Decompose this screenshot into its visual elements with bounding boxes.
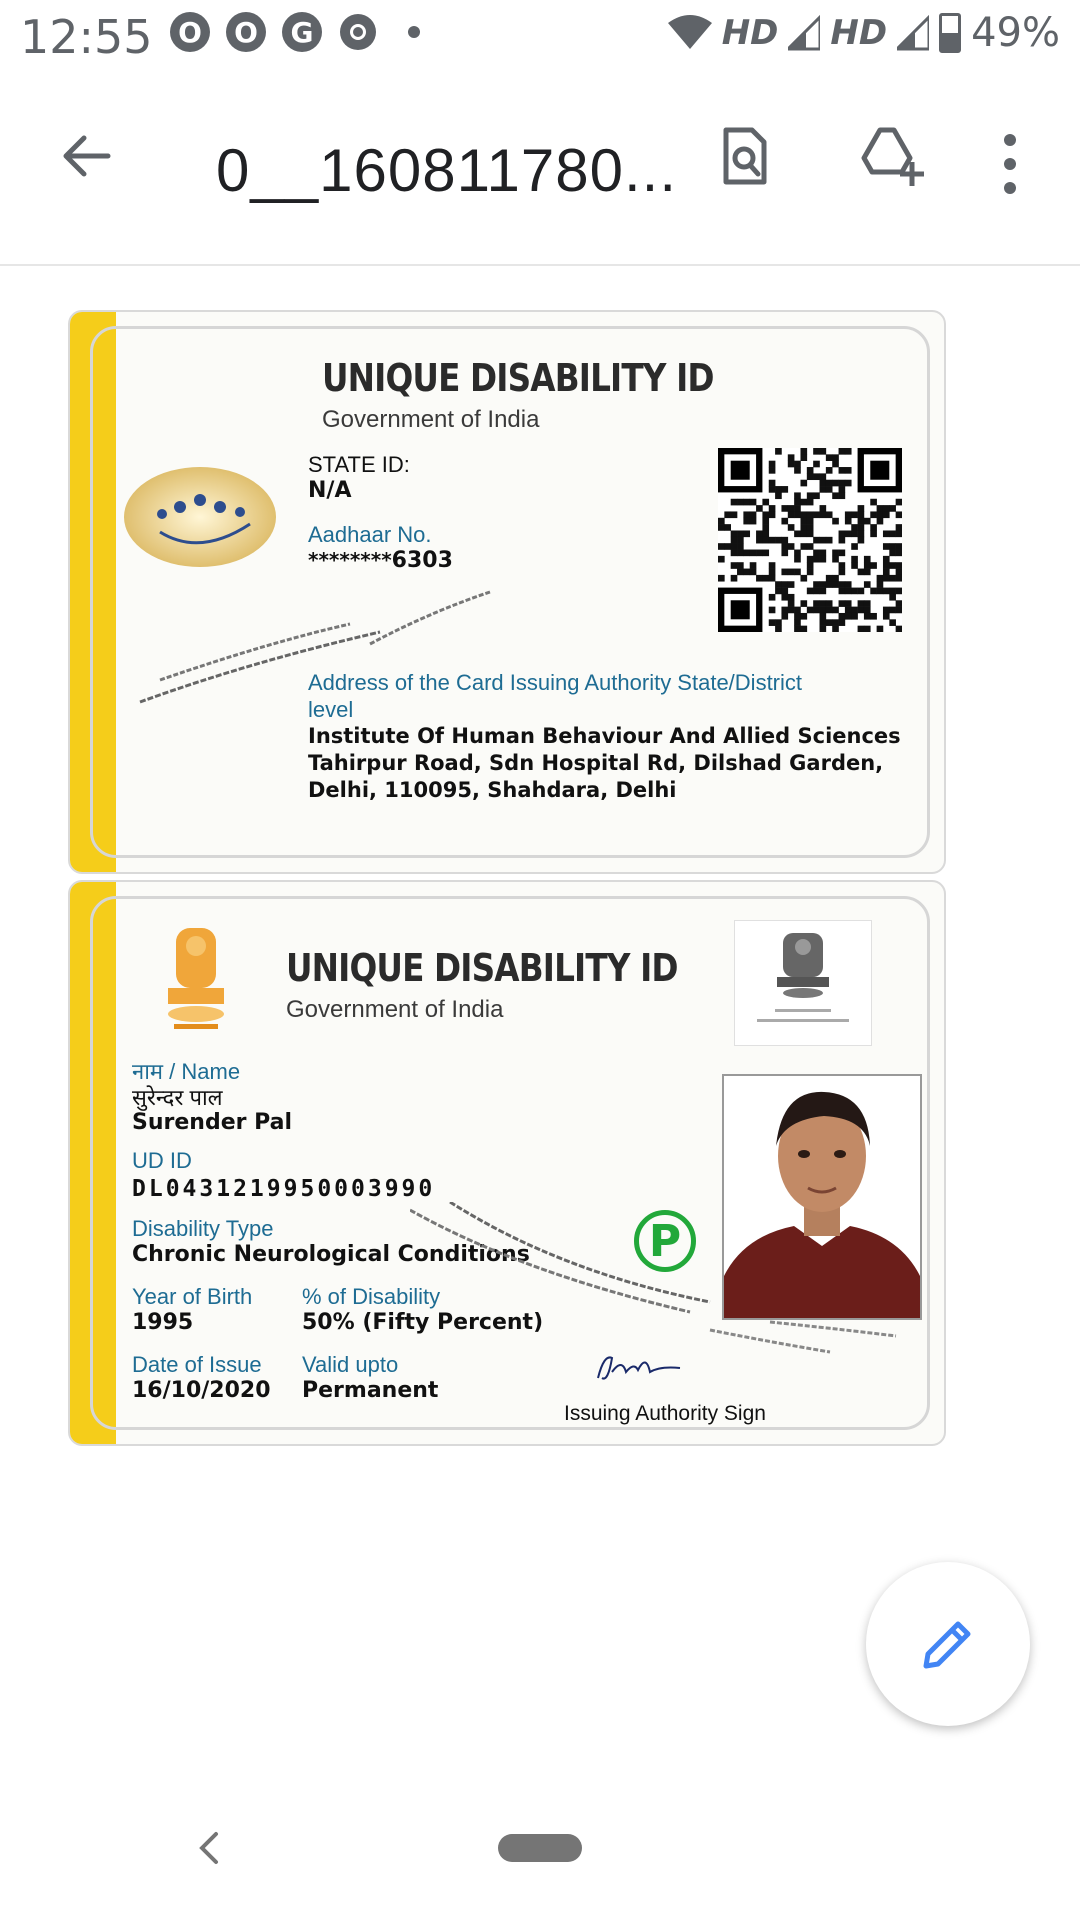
aadhaar-digits: 6303	[391, 548, 453, 573]
signal-icon-2	[897, 15, 929, 51]
valid-upto-label: Valid upto	[302, 1352, 399, 1377]
signal-icon-1	[788, 15, 820, 51]
issue-date-label: Date of Issue	[132, 1352, 262, 1377]
authority-signature	[594, 1348, 684, 1388]
udid-logo-emblem	[120, 462, 280, 572]
opera-icon-2: O	[226, 12, 266, 52]
more-vert-icon[interactable]	[1000, 132, 1020, 196]
document-title: 0__160811780...	[216, 137, 677, 204]
arrow-back-icon[interactable]	[56, 126, 116, 186]
udid-label: UD ID	[132, 1148, 192, 1173]
name-hindi: सुरेन्दर पाल	[132, 1085, 223, 1110]
battery-icon	[939, 13, 961, 53]
opera-icon: O	[170, 12, 210, 52]
status-time: 12:55	[20, 10, 153, 64]
hd-label-2: HD	[830, 13, 888, 53]
state-id-value: N/A	[308, 478, 352, 503]
address-line-1: Institute Of Human Behaviour And Allied Sciences	[308, 724, 901, 748]
more-notifications-dot	[408, 26, 420, 38]
disability-percent-value: 50% (Fifty Percent)	[302, 1310, 544, 1335]
udid-card-front	[68, 310, 946, 874]
yob-label: Year of Birth	[132, 1284, 253, 1309]
sign-caption: Issuing Authority Sign	[564, 1402, 766, 1425]
card-subtitle: Government of India	[286, 996, 504, 1023]
aadhaar-label: Aadhaar No.	[308, 522, 432, 547]
ashoka-emblem-icon	[156, 918, 236, 1034]
aadhaar-masked: ********	[308, 548, 392, 572]
notification-icons	[170, 12, 420, 52]
card-title: UNIQUE DISABILITY ID	[286, 946, 678, 990]
find-in-page-icon[interactable]	[712, 124, 776, 188]
status-right	[668, 10, 1060, 56]
disability-percent-label: % of Disability	[302, 1284, 441, 1309]
google-icon: G	[282, 12, 322, 52]
hd-label-1: HD	[721, 13, 779, 53]
qr-code	[718, 448, 902, 632]
address-line-2: Tahirpur Road, Sdn Hospital Rd, Dilshad Garden,	[308, 751, 884, 775]
government-emblem-icon	[734, 920, 872, 1046]
status-bar	[0, 0, 1080, 76]
udid-value: DL0431219950003990	[132, 1176, 436, 1202]
card-subtitle: Government of India	[322, 406, 540, 433]
aadhaar-value	[308, 548, 453, 573]
address-line-3: Delhi, 110095, Shahdara, Delhi	[308, 778, 677, 802]
nav-home-pill[interactable]	[498, 1834, 582, 1862]
name-label: नाम / Name	[132, 1059, 241, 1084]
parking-badge-icon: P	[634, 1210, 696, 1272]
yob-value: 1995	[132, 1310, 194, 1335]
state-id-label: STATE ID:	[308, 452, 410, 477]
battery-percent: 49%	[971, 10, 1060, 56]
issue-date-value: 16/10/2020	[132, 1378, 271, 1403]
add-to-drive-icon[interactable]	[856, 124, 926, 188]
address-label-1: Address of the Card Issuing Authority State/District	[308, 670, 803, 695]
disability-type-label: Disability Type	[132, 1216, 274, 1241]
udid-card-back	[68, 880, 946, 1446]
name-value: Surender Pal	[132, 1110, 293, 1135]
app-bar	[0, 76, 1080, 266]
edit-fab[interactable]	[866, 1562, 1030, 1726]
wifi-icon	[668, 15, 712, 51]
signature-scribble	[410, 1202, 910, 1362]
edit-pencil-icon	[918, 1614, 978, 1674]
nav-back-icon[interactable]	[196, 1830, 220, 1866]
chrome-icon	[338, 12, 378, 52]
address-label-2: level	[308, 697, 354, 722]
card-title: UNIQUE DISABILITY ID	[322, 356, 714, 400]
valid-upto-value: Permanent	[302, 1378, 439, 1403]
disability-type-value: Chronic Neurological Conditions	[132, 1242, 530, 1267]
